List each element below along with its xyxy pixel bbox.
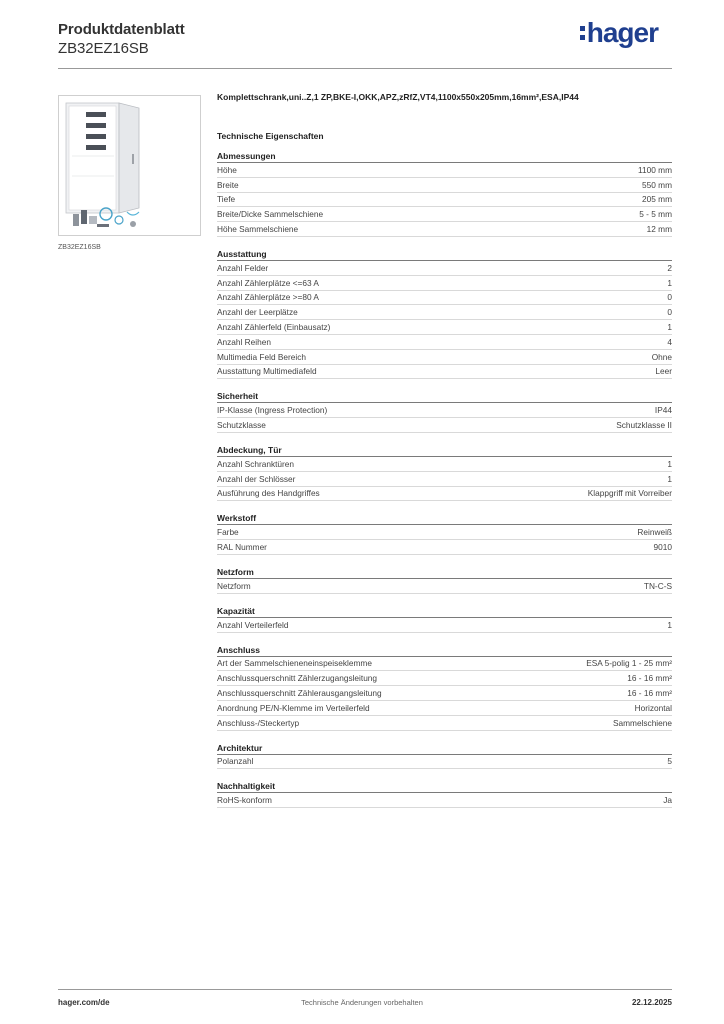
spec-label: Schutzklasse [217,420,266,431]
spec-value: 0 [667,307,672,318]
spec-row [217,335,672,350]
spec-label: Anzahl Schranktüren [217,458,295,469]
spec-section [217,604,672,633]
spec-label: Breite/Dicke Sammelschiene [217,209,324,220]
section-title: Werkstoff [217,511,672,525]
logo-dots-icon [580,26,585,40]
spec-value: ESA 5-polig 1 - 25 mm² [586,658,672,669]
spec-label: Polanzahl [217,756,254,767]
spec-value: 0 [667,292,672,303]
spec-label: Anzahl Verteilerfeld [217,619,289,630]
spec-row [217,793,672,808]
spec-label: Anzahl der Schlösser [217,473,296,484]
spec-row [217,671,672,686]
spec-value: Leer [655,366,672,377]
spec-value: 4 [667,336,672,347]
section-title: Netzform [217,565,672,579]
hager-logo [580,19,658,47]
spec-value: 2 [667,262,672,273]
spec-section [217,565,672,594]
product-image [58,95,201,236]
spec-row [217,716,672,731]
footer-notice: Technische Änderungen vorbehalten [301,998,423,1007]
spec-value: 1 [667,619,672,630]
spec-label: RAL Nummer [217,542,267,553]
spec-section [217,149,672,237]
spec-value: TN-C-S [643,580,672,591]
section-title: Nachhaltigkeit [217,779,672,793]
spec-row [217,525,672,540]
spec-row [217,755,672,770]
spec-label: Anzahl Zählerfeld (Einbausatz) [217,322,331,333]
product-description: Komplettschrank,uni..Z,1 ZP,BKE-I,OKK,APZ,zRfZ,VT4,1100x550x205mm,16mm²,ESA,IP44 [217,92,579,102]
spec-label: Anzahl der Leerplätze [217,307,298,318]
section-title: Sicherheit [217,389,672,403]
spec-row [217,178,672,193]
spec-label: Anzahl Zählerplätze >=80 A [217,292,319,303]
page-title: Produktdatenblatt [58,21,185,38]
spec-value: 1 [667,322,672,333]
spec-label: Ausführung des Handgriffes [217,488,320,499]
spec-row [217,686,672,701]
spec-label: RoHS-konform [217,795,272,806]
spec-row [217,540,672,555]
spec-label: Art der Sammelschieneneinspeiseklemme [217,658,372,669]
footer-date: 22.12.2025 [631,998,672,1007]
spec-row [217,457,672,472]
footer-website[interactable]: hager.com/de [58,998,110,1007]
spec-section [217,643,672,731]
spec-row [217,472,672,487]
spec-value: Reinweiß [637,527,672,538]
spec-label: Anzahl Felder [217,262,269,273]
spec-value: 1 [667,458,672,469]
spec-row [217,276,672,291]
spec-label: Anzahl Reihen [217,336,271,347]
spec-row [217,207,672,222]
spec-value: 16 - 16 mm² [627,688,672,699]
spec-value: Ohne [651,351,672,362]
spec-label: Anzahl Zählerplätze <=63 A [217,277,319,288]
spec-value: Klappgriff mit Vorreiber [587,488,672,499]
spec-row [217,320,672,335]
section-title: Kapazität [217,604,672,618]
product-details [217,90,672,808]
spec-row [217,163,672,178]
logo-text: hager [586,17,658,48]
spec-section [217,741,672,770]
spec-section [217,389,672,433]
spec-label: IP-Klasse (Ingress Protection) [217,405,328,416]
spec-value: 12 mm [646,224,672,235]
spec-label: Höhe [217,164,237,175]
spec-value: 16 - 16 mm² [627,673,672,684]
spec-row [217,193,672,208]
spec-label: Breite [217,179,239,190]
spec-row [217,403,672,418]
spec-value: IP44 [654,405,672,416]
spec-label: Tiefe [217,194,236,205]
spec-label: Farbe [217,527,239,538]
spec-row [217,261,672,276]
spec-section [217,511,672,555]
spec-value: 205 mm [642,194,672,205]
page-header [58,17,672,69]
spec-label: Ausstattung Multimediafeld [217,366,317,377]
spec-section [217,443,672,501]
spec-value: 5 - 5 mm [639,209,672,220]
spec-label: Anschlussquerschnitt Zählerausgangsleitung [217,688,382,699]
spec-value: Ja [663,795,672,806]
spec-value: 1 [667,277,672,288]
spec-value: 5 [667,756,672,767]
spec-value: 550 mm [642,179,672,190]
spec-label: Höhe Sammelschiene [217,224,299,235]
spec-value: 1100 mm [638,164,672,175]
spec-value: Sammelschiene [612,717,672,728]
spec-value: Horizontal [634,702,672,713]
spec-sections [217,149,672,808]
section-title: Abmessungen [217,149,672,163]
spec-row [217,222,672,237]
section-title: Ausstattung [217,247,672,261]
spec-value: Schutzklasse II [616,420,672,431]
spec-row [217,618,672,633]
spec-row [217,701,672,716]
spec-row [217,305,672,320]
spec-label: Netzform [217,580,251,591]
section-title: Anschluss [217,643,672,657]
spec-row [217,350,672,365]
spec-row [217,291,672,306]
spec-label: Multimedia Feld Bereich [217,351,306,362]
footer-divider [58,989,672,990]
spec-row [217,579,672,594]
product-code: ZB32EZ16SB [58,40,149,57]
header-divider [58,68,672,69]
spec-row [217,418,672,433]
spec-label: Anschlussquerschnitt Zählerzugangsleitung [217,673,378,684]
cabinet-illustration-icon [59,96,200,235]
tech-properties-heading: Technische Eigenschaften [217,131,324,141]
spec-label: Anordnung PE/N-Klemme im Verteilerfeld [217,702,370,713]
spec-row [217,657,672,672]
section-title: Abdeckung, Tür [217,443,672,457]
spec-value: 1 [667,473,672,484]
spec-row [217,487,672,502]
image-caption: ZB32EZ16SB [58,244,101,251]
spec-value: 9010 [653,542,672,553]
spec-label: Anschluss-/Steckertyp [217,717,300,728]
spec-section [217,779,672,808]
spec-row [217,365,672,380]
spec-section [217,247,672,379]
section-title: Architektur [217,741,672,755]
